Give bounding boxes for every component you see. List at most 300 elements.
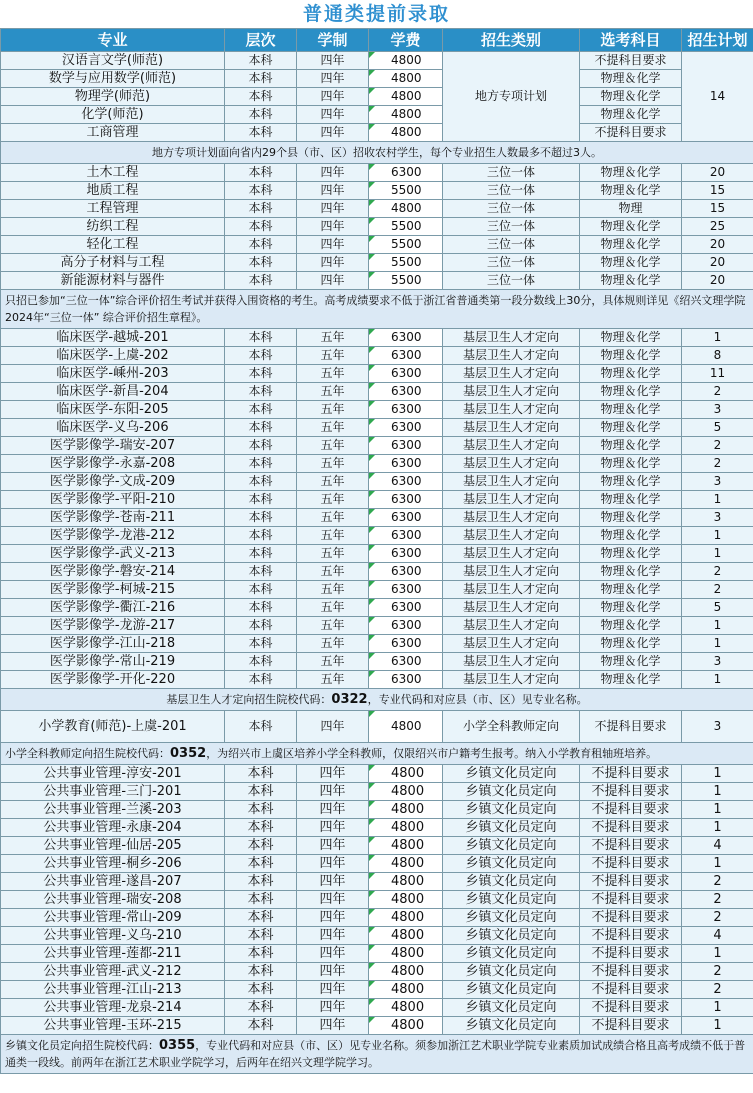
cell-marker-icon [369,891,375,897]
fee-value: 6300 [391,564,422,578]
level-cell: 本科 [225,419,297,437]
table-row [1,419,753,437]
plan-cell: 8 [682,347,753,365]
major-cell: 医学影像学-文成-209 [1,473,225,491]
years-cell: 五年 [297,635,369,653]
table-row [1,236,753,254]
table-row [1,671,753,689]
subject-cell: 物理＆化学 [580,365,682,383]
subject-cell: 不提科目要求 [580,765,682,783]
subject-cell: 物理 [580,200,682,218]
category-cell: 乡镇文化员定向 [443,837,580,855]
fee-value: 4800 [391,802,425,817]
table-row [1,1017,753,1035]
header-subject: 选考科目 [580,29,682,52]
plan-cell: 1 [682,671,753,689]
fee-value: 4800 [391,928,425,943]
table-row [1,200,753,218]
major-cell: 汉语言文学(师范) [1,52,225,70]
major-cell: 公共事业管理-三门-201 [1,783,225,801]
fee-cell [369,272,443,290]
plan-cell: 5 [682,599,753,617]
fee-value: 6300 [391,366,422,380]
major-cell: 小学教育(师范)-上虞-201 [1,711,225,743]
cell-marker-icon [369,383,375,389]
table-row [1,365,753,383]
plan-cell: 1 [682,999,753,1017]
cell-marker-icon [369,963,375,969]
fee-value: 6300 [391,636,422,650]
category-cell: 基层卫生人才定向 [443,635,580,653]
cell-marker-icon [369,329,375,335]
years-cell: 五年 [297,365,369,383]
culture-note [1,1035,753,1074]
subject-cell: 不提科目要求 [580,52,682,70]
level-cell: 本科 [225,329,297,347]
fee-cell [369,473,443,491]
major-cell: 医学影像学-开化-220 [1,671,225,689]
category-cell: 乡镇文化员定向 [443,891,580,909]
level-cell: 本科 [225,70,297,88]
subject-cell: 物理＆化学 [580,347,682,365]
subject-cell: 不提科目要求 [580,801,682,819]
table-row [1,801,753,819]
level-cell: 本科 [225,254,297,272]
level-cell: 本科 [225,52,297,70]
table-row [1,837,753,855]
plan-cell: 2 [682,563,753,581]
fee-cell [369,855,443,873]
cell-marker-icon [369,347,375,353]
years-cell: 五年 [297,527,369,545]
fee-cell [369,873,443,891]
years-cell: 四年 [297,254,369,272]
major-cell: 公共事业管理-莲都-211 [1,945,225,963]
plan-cell: 15 [682,182,753,200]
cell-marker-icon [369,52,375,58]
category-cell: 基层卫生人才定向 [443,599,580,617]
cell-marker-icon [369,909,375,915]
medical-note [1,689,753,711]
major-cell: 临床医学-东阳-205 [1,401,225,419]
fee-cell [369,563,443,581]
cell-marker-icon [369,945,375,951]
level-cell: 本科 [225,563,297,581]
category-cell: 基层卫生人才定向 [443,365,580,383]
subject-cell: 物理＆化学 [580,617,682,635]
subject-cell: 物理＆化学 [580,491,682,509]
cell-marker-icon [369,473,375,479]
category-cell: 基层卫生人才定向 [443,563,580,581]
fee-cell [369,945,443,963]
fee-cell [369,455,443,473]
table-row [1,963,753,981]
category-cell: 乡镇文化员定向 [443,801,580,819]
cell-marker-icon [369,437,375,443]
subject-cell: 不提科目要求 [580,963,682,981]
note-prefix: 基层卫生人才定向招生院校代码： [166,693,332,706]
note-suffix: ，为绍兴市上虞区培养小学全科教师，仅限绍兴市户籍考生报考。纳入小学教育租轴班培养。 [206,747,658,760]
years-cell: 五年 [297,491,369,509]
cell-marker-icon [369,182,375,188]
category-cell: 基层卫生人才定向 [443,347,580,365]
major-cell: 数学与应用数学(师范) [1,70,225,88]
major-cell: 医学影像学-永嘉-208 [1,455,225,473]
table-row [1,581,753,599]
table-row [1,164,753,182]
header-category: 招生类别 [443,29,580,52]
level-cell: 本科 [225,88,297,106]
fee-value: 5500 [391,183,422,197]
major-cell: 轻化工程 [1,236,225,254]
level-cell: 本科 [225,491,297,509]
note-prefix: 乡镇文化员定向招生院校代码： [5,1039,159,1052]
plan-cell: 20 [682,236,753,254]
major-cell: 临床医学-上虞-202 [1,347,225,365]
category-cell: 乡镇文化员定向 [443,873,580,891]
level-cell: 本科 [225,635,297,653]
subject-cell: 物理＆化学 [580,106,682,124]
plan-cell: 3 [682,711,753,743]
subject-cell: 不提科目要求 [580,891,682,909]
cell-marker-icon [369,653,375,659]
major-cell: 公共事业管理-义乌-210 [1,927,225,945]
major-cell: 公共事业管理-仙居-205 [1,837,225,855]
cell-marker-icon [369,491,375,497]
cell-marker-icon [369,801,375,807]
major-cell: 临床医学-义乌-206 [1,419,225,437]
years-cell: 五年 [297,545,369,563]
cell-marker-icon [369,509,375,515]
table-row [1,347,753,365]
table-row [1,329,753,347]
fee-cell [369,124,443,142]
fee-cell [369,891,443,909]
level-cell: 本科 [225,711,297,743]
note-text [1,689,753,711]
category-cell: 三位一体 [443,254,580,272]
table-row [1,254,753,272]
level-cell: 本科 [225,1017,297,1035]
major-cell: 工商管理 [1,124,225,142]
category-cell: 三位一体 [443,200,580,218]
years-cell: 四年 [297,182,369,200]
cell-marker-icon [369,873,375,879]
category-cell: 乡镇文化员定向 [443,1017,580,1035]
subject-cell: 不提科目要求 [580,711,682,743]
fee-value: 6300 [391,165,422,179]
subject-cell: 物理＆化学 [580,88,682,106]
fee-value: 4800 [391,125,422,139]
plan-cell: 3 [682,473,753,491]
table-row [1,88,753,106]
fee-cell [369,999,443,1017]
school-code: 0322 [331,692,368,707]
fee-cell [369,383,443,401]
note-text: 只招已参加“三位一体”综合评价招生考试并获得入围资格的考生。高考成绩要求不低于浙江省普通类第一段分数线上30分，具体规则详见《绍兴文理学院2024年“三位一体” 综合评价招生章程》。 [1,290,753,329]
category-cell: 地方专项计划 [443,52,580,142]
plan-cell: 20 [682,254,753,272]
major-cell: 医学影像学-龙港-212 [1,527,225,545]
category-cell: 乡镇文化员定向 [443,981,580,999]
years-cell: 五年 [297,509,369,527]
level-cell: 本科 [225,365,297,383]
table-row [1,909,753,927]
plan-cell: 2 [682,437,753,455]
cell-marker-icon [369,88,375,94]
major-cell: 工程管理 [1,200,225,218]
major-cell: 医学影像学-柯城-215 [1,581,225,599]
level-cell: 本科 [225,527,297,545]
category-cell: 乡镇文化员定向 [443,945,580,963]
years-cell: 五年 [297,653,369,671]
level-cell: 本科 [225,837,297,855]
level-cell: 本科 [225,218,297,236]
plan-cell: 20 [682,164,753,182]
fee-cell [369,581,443,599]
category-cell: 基层卫生人才定向 [443,527,580,545]
years-cell: 五年 [297,455,369,473]
cell-marker-icon [369,70,375,76]
school-code: 0352 [170,746,207,761]
years-cell: 五年 [297,347,369,365]
major-cell: 公共事业管理-常山-209 [1,909,225,927]
level-cell: 本科 [225,509,297,527]
category-cell: 基层卫生人才定向 [443,329,580,347]
table-row [1,491,753,509]
level-cell: 本科 [225,765,297,783]
plan-cell: 2 [682,455,753,473]
level-cell: 本科 [225,599,297,617]
major-cell: 医学影像学-武义-213 [1,545,225,563]
table-row [1,437,753,455]
table-row [1,873,753,891]
years-cell: 四年 [297,801,369,819]
category-cell: 三位一体 [443,164,580,182]
subject-cell: 不提科目要求 [580,124,682,142]
fee-cell [369,254,443,272]
fee-value: 4800 [391,982,425,997]
major-cell: 公共事业管理-永康-204 [1,819,225,837]
major-cell: 公共事业管理-玉环-215 [1,1017,225,1035]
fee-value: 6300 [391,618,422,632]
cell-marker-icon [369,581,375,587]
fee-value: 4800 [391,766,425,781]
fee-value: 6300 [391,348,422,362]
fee-value: 6300 [391,384,422,398]
header-level: 层次 [225,29,297,52]
years-cell: 四年 [297,106,369,124]
fee-value: 6300 [391,528,422,542]
major-cell: 化学(师范) [1,106,225,124]
fee-cell [369,783,443,801]
years-cell: 四年 [297,1017,369,1035]
header-fee: 学费 [369,29,443,52]
level-cell: 本科 [225,963,297,981]
level-cell: 本科 [225,200,297,218]
subject-cell: 不提科目要求 [580,1017,682,1035]
table-row [1,106,753,124]
fee-value: 4800 [391,964,425,979]
major-cell: 医学影像学-苍南-211 [1,509,225,527]
fee-cell [369,981,443,999]
table-row [1,182,753,200]
fee-value: 6300 [391,438,422,452]
subject-cell: 物理＆化学 [580,581,682,599]
cell-marker-icon [369,419,375,425]
plan-cell: 5 [682,419,753,437]
cell-marker-icon [369,545,375,551]
level-cell: 本科 [225,819,297,837]
category-cell: 乡镇文化员定向 [443,963,580,981]
fee-value: 4800 [391,784,425,799]
fee-cell [369,653,443,671]
category-cell: 三位一体 [443,182,580,200]
subject-cell: 物理＆化学 [580,383,682,401]
fee-cell [369,491,443,509]
plan-cell: 1 [682,783,753,801]
fee-cell [369,106,443,124]
major-cell: 纺织工程 [1,218,225,236]
header-plan: 招生计划 [682,29,753,52]
fee-cell [369,617,443,635]
fee-cell [369,401,443,419]
major-cell: 地质工程 [1,182,225,200]
fee-cell [369,437,443,455]
level-cell: 本科 [225,671,297,689]
level-cell: 本科 [225,855,297,873]
level-cell: 本科 [225,927,297,945]
cell-marker-icon [369,527,375,533]
major-cell: 医学影像学-平阳-210 [1,491,225,509]
fee-value: 6300 [391,402,422,416]
cell-marker-icon [369,765,375,771]
fee-cell [369,70,443,88]
table-row [1,70,753,88]
cell-marker-icon [369,401,375,407]
table-row [1,635,753,653]
plan-cell: 3 [682,653,753,671]
subject-cell: 物理＆化学 [580,527,682,545]
subject-cell: 物理＆化学 [580,164,682,182]
category-cell: 基层卫生人才定向 [443,419,580,437]
fee-cell [369,527,443,545]
plan-cell: 1 [682,945,753,963]
plan-cell: 1 [682,617,753,635]
table-row [1,891,753,909]
level-cell: 本科 [225,455,297,473]
cell-marker-icon [369,819,375,825]
cell-marker-icon [369,164,375,170]
fee-cell [369,837,443,855]
fee-value: 4800 [391,820,425,835]
fee-cell [369,52,443,70]
category-cell: 三位一体 [443,272,580,290]
school-code: 0355 [159,1038,196,1053]
years-cell: 四年 [297,164,369,182]
years-cell: 四年 [297,837,369,855]
years-cell: 四年 [297,272,369,290]
category-cell: 基层卫生人才定向 [443,617,580,635]
fee-value: 4800 [391,874,425,889]
plan-cell: 3 [682,509,753,527]
fee-cell [369,218,443,236]
cell-marker-icon [369,855,375,861]
level-cell: 本科 [225,106,297,124]
fee-cell [369,909,443,927]
fee-cell [369,801,443,819]
subject-cell: 不提科目要求 [580,945,682,963]
table-row [1,218,753,236]
major-cell: 公共事业管理-武义-212 [1,963,225,981]
table-row [1,473,753,491]
plan-cell: 1 [682,635,753,653]
plan-cell: 20 [682,272,753,290]
category-cell: 基层卫生人才定向 [443,581,580,599]
level-cell: 本科 [225,617,297,635]
years-cell: 四年 [297,963,369,981]
subject-cell: 物理＆化学 [580,455,682,473]
table-row [1,455,753,473]
level-cell: 本科 [225,945,297,963]
fee-value: 6300 [391,474,422,488]
category-cell: 基层卫生人才定向 [443,509,580,527]
subject-cell: 物理＆化学 [580,473,682,491]
cell-marker-icon [369,927,375,933]
table-row [1,617,753,635]
table-row [1,783,753,801]
table-row [1,819,753,837]
cell-marker-icon [369,124,375,130]
subject-cell: 不提科目要求 [580,909,682,927]
level-cell: 本科 [225,182,297,200]
cell-marker-icon [369,837,375,843]
level-cell: 本科 [225,437,297,455]
cell-marker-icon [369,455,375,461]
years-cell: 五年 [297,581,369,599]
plan-cell: 1 [682,491,753,509]
fee-cell [369,1017,443,1035]
years-cell: 四年 [297,70,369,88]
major-cell: 临床医学-越城-201 [1,329,225,347]
major-cell: 土木工程 [1,164,225,182]
fee-cell [369,927,443,945]
major-cell: 公共事业管理-兰溪-203 [1,801,225,819]
fee-value: 6300 [391,546,422,560]
category-cell: 基层卫生人才定向 [443,473,580,491]
years-cell: 四年 [297,124,369,142]
category-cell: 乡镇文化员定向 [443,927,580,945]
header-major: 专业 [1,29,225,52]
subject-cell: 物理＆化学 [580,401,682,419]
fee-cell [369,419,443,437]
plan-cell: 4 [682,837,753,855]
cell-marker-icon [369,711,375,717]
plan-cell: 3 [682,401,753,419]
note-suffix: ，专业代码和对应县（市、区）见专业名称。 [367,693,588,706]
category-cell: 乡镇文化员定向 [443,765,580,783]
fee-cell [369,711,443,743]
fee-value: 6300 [391,330,422,344]
major-cell: 公共事业管理-龙泉-214 [1,999,225,1017]
years-cell: 四年 [297,927,369,945]
fee-value: 6300 [391,456,422,470]
fee-cell [369,671,443,689]
cell-marker-icon [369,236,375,242]
cell-marker-icon [369,999,375,1005]
fee-cell [369,182,443,200]
category-cell: 基层卫生人才定向 [443,383,580,401]
